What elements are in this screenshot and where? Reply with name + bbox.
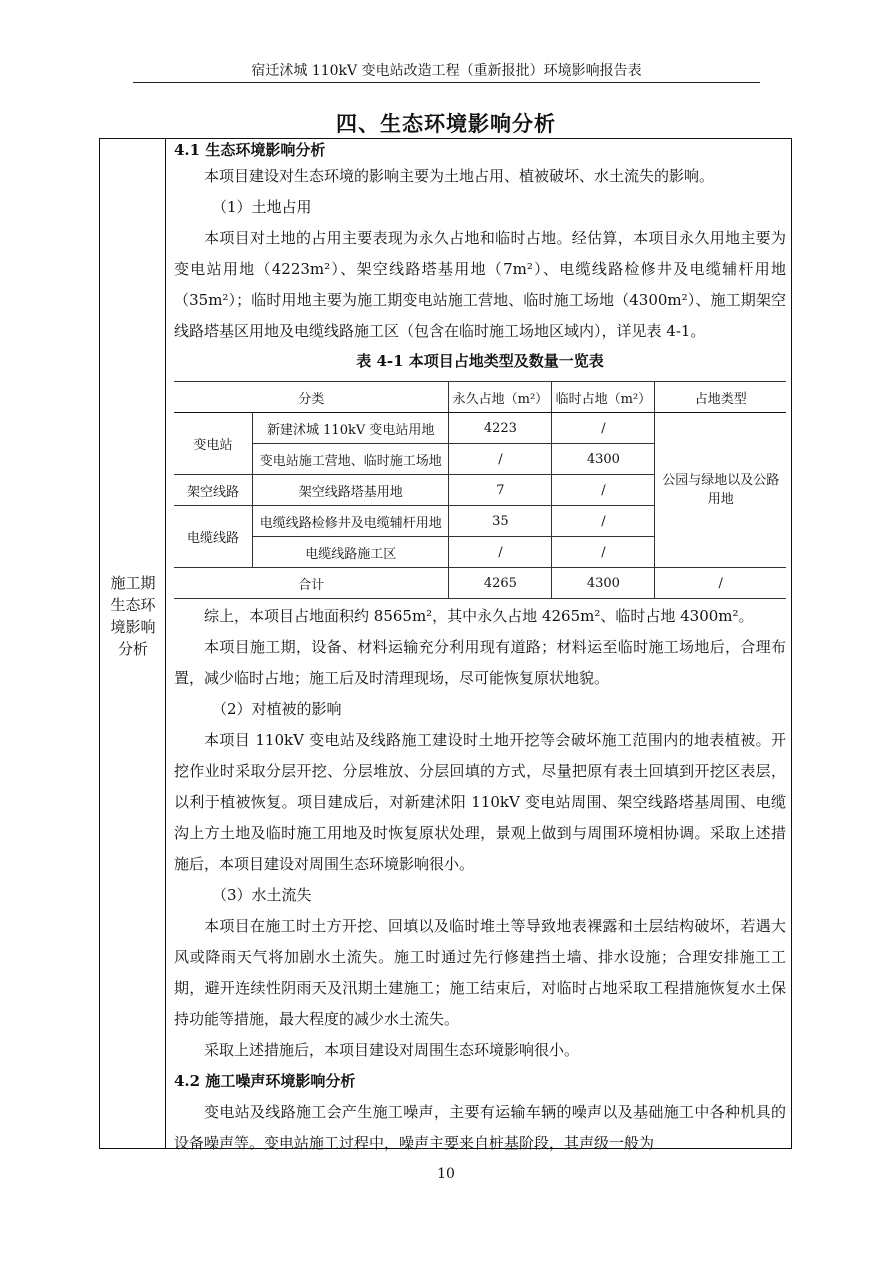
subheading-vegetation: （2）对植被的影响: [212, 700, 342, 718]
group-cell: 变电站: [174, 413, 253, 475]
phase-label-line: 施工期: [110, 574, 156, 592]
content-frame: [99, 138, 792, 1152]
phase-label-line: 境影响: [110, 618, 156, 636]
type-cell: /: [655, 568, 786, 599]
table-total-row: [174, 568, 786, 599]
table-header-row: [174, 382, 786, 413]
col-header: 临时占地（m²）: [552, 382, 655, 413]
paragraph: 本项目在施工时土方开挖、回填以及临时堆土等导致地表裸露和土层结构破坏，若遇大风或降雨天气将加剧水土流失。施工时通过先行修建挡土墙、排水设施；合理安排施工工期，避开连续性阴雨天及汛期土建施工；施工结束后，对临时占地采取工程措施恢复水土保持功能等措施，最大程度的减少水土流失。: [174, 917, 786, 1028]
table-caption: 表 4-1 本项目占地类型及数量一览表: [356, 352, 604, 370]
item-cell: 架空线路塔基用地: [253, 475, 449, 506]
col-header: 分类: [174, 382, 449, 413]
total-label-cell: 合计: [174, 568, 449, 599]
col-header: 永久占地（m²）: [449, 382, 552, 413]
item-cell: 新建沭城 110kV 变电站用地: [253, 413, 449, 444]
perm-cell: 7: [449, 475, 552, 506]
item-cell: 电缆线路检修井及电缆辅杆用地: [253, 506, 449, 537]
group-cell: 架空线路: [174, 475, 253, 506]
paragraph: 采取上述措施后，本项目建设对周围生态环境影响很小。: [204, 1041, 580, 1059]
perm-cell: 4223: [449, 413, 552, 444]
temp-cell: 4300: [552, 568, 655, 599]
heading-4-2: 4.2 施工噪声环境影响分析: [174, 1072, 356, 1090]
col-header: 占地类型: [655, 382, 786, 413]
item-cell: 变电站施工营地、临时施工场地: [253, 444, 449, 475]
section-title: 四、生态环境影响分析: [336, 111, 556, 136]
perm-cell: /: [449, 537, 552, 568]
paragraph: 变电站及线路施工会产生施工噪声，主要有运输车辆的噪声以及基础施工中各种机具的设备噪声等。变电站施工过程中，噪声主要来自桩基阶段，其声级一般为: [174, 1103, 786, 1152]
perm-cell: 4265: [449, 568, 552, 599]
perm-cell: 35: [449, 506, 552, 537]
phase-label: [100, 572, 166, 660]
subheading-land: （1）土地占用: [212, 198, 312, 216]
main-content: [174, 139, 786, 1159]
temp-cell: /: [552, 475, 655, 506]
phase-label-line: 分析: [117, 640, 148, 658]
phase-label-line: 生态环: [110, 596, 156, 614]
temp-cell: /: [552, 506, 655, 537]
land-use-table: [174, 381, 786, 599]
table-row: [174, 413, 786, 444]
item-cell: 电缆线路施工区: [253, 537, 449, 568]
heading-4-1: 4.1 生态环境影响分析: [174, 141, 326, 159]
paragraph: 综上，本项目占地面积约 8565m²，其中永久占地 4265m²、临时占地 4300m²。: [204, 607, 754, 625]
subheading-erosion: （3）水土流失: [212, 886, 312, 904]
temp-cell: /: [552, 537, 655, 568]
temp-cell: 4300: [552, 444, 655, 475]
group-cell: 电缆线路: [174, 506, 253, 568]
left-column: [100, 139, 166, 1148]
perm-cell: /: [449, 444, 552, 475]
running-header: 宿迁沭城 110kV 变电站改造工程（重新报批）环境影响报告表: [133, 60, 760, 83]
land-type-cell: 公园与绿地以及公路用地: [655, 413, 786, 568]
paragraph: 本项目 110kV 变电站及线路施工建设时土地开挖等会破坏施工范围内的地表植被。开挖作业时采取分层开挖、分层堆放、分层回填的方式，尽量把原有表土回填到开挖区表层，以利于植被恢复。项目建成后，对新建沭阳 110kV 变电站周围、架空线路塔基周围、电缆沟上方土地及临时施工用地及时恢复原状处理，景观上做到与周围环境相协调。采取上述措施后，本项目建设对周围生态环境影响很小。: [174, 731, 786, 873]
paragraph: 本项目对土地的占用主要表现为永久占地和临时占地。经估算，本项目永久用地主要为变电站用地（4223m²）、架空线路塔基用地（7m²）、电缆线路检修井及电缆辅杆用地（35m²）；临时用地主要为施工期变电站施工营地、临时施工场地（4300m²）、施工期架空线路塔基区用地及电缆线路施工区（包含在临时施工场地区域内），详见表 4-1。: [174, 229, 786, 340]
paragraph: 本项目建设对生态环境的影响主要为土地占用、植被破坏、水土流失的影响。: [204, 167, 715, 185]
paragraph: 本项目施工期，设备、材料运输充分利用现有道路；材料运至临时施工场地后，合理布置，减少临时占地；施工后及时清理现场，尽可能恢复原状地貌。: [174, 638, 786, 687]
page-number: 10: [437, 1166, 455, 1182]
temp-cell: /: [552, 413, 655, 444]
